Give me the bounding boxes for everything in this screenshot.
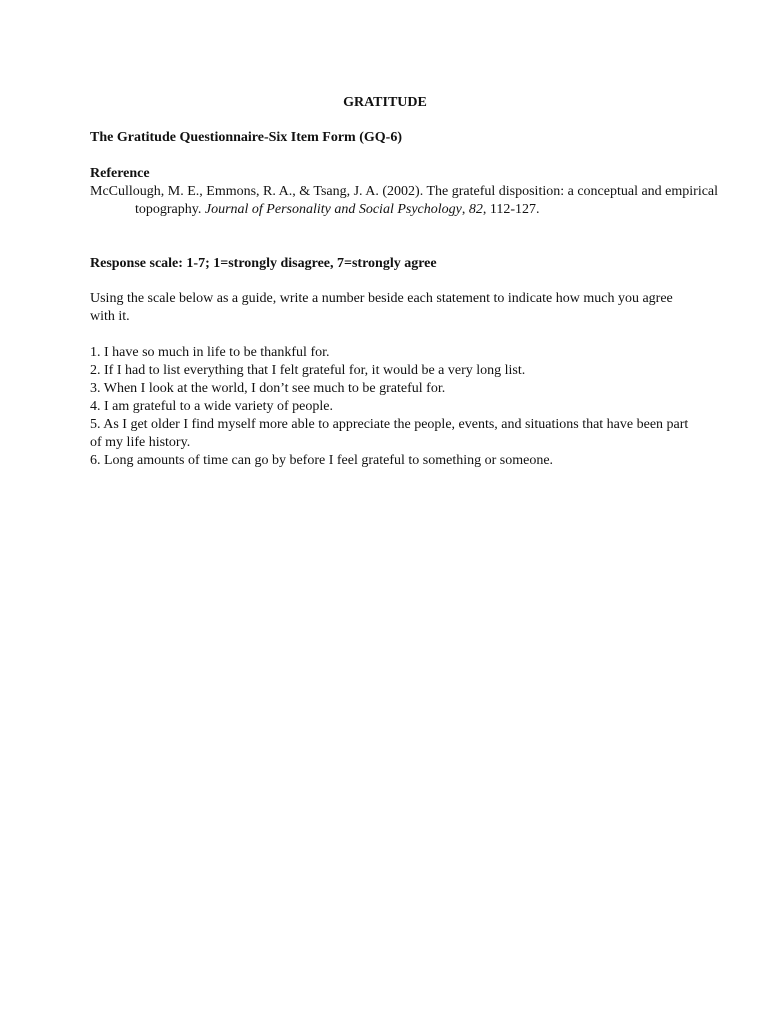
reference-heading: Reference [90, 166, 150, 181]
reference-volume: 82 [468, 202, 483, 217]
reference-separator: , [461, 202, 469, 217]
question-item: 4. I am grateful to a wide variety of people. [90, 399, 333, 414]
reference-authors-title: McCullough, M. E., Emmons, R. A., & Tsang, J. A. (2002). The grateful disposition: a conceptual and empirical topography. [90, 184, 719, 217]
document-title: GRATITUDE [343, 95, 427, 110]
response-scale: Response scale: 1-7; 1=strongly disagree, 7=strongly agree [90, 256, 437, 271]
question-list [90, 344, 690, 470]
question-item: 5. As I get older I find myself more able to appreciate the people, events, and situations that have been part of my life history. [90, 417, 689, 450]
question-item: 6. Long amounts of time can go by before I feel grateful to something or someone. [90, 453, 554, 468]
reference-journal: Journal of Personality and Social Psychology [204, 202, 462, 217]
question-item: 2. If I had to list everything that I felt grateful for, it would be a very long list. [90, 363, 526, 378]
form-title: The Gratitude Questionnaire-Six Item Form (GQ-6) [90, 130, 402, 145]
reference-pages: , 112-127. [482, 202, 540, 217]
question-item: 1. I have so much in life to be thankful for. [90, 345, 330, 360]
instructions: Using the scale below as a guide, write a number beside each statement to indicate how much you agree with it. [90, 291, 673, 324]
question-item: 3. When I look at the world, I don’t see much to be grateful for. [90, 381, 446, 396]
reference-citation [90, 183, 725, 219]
